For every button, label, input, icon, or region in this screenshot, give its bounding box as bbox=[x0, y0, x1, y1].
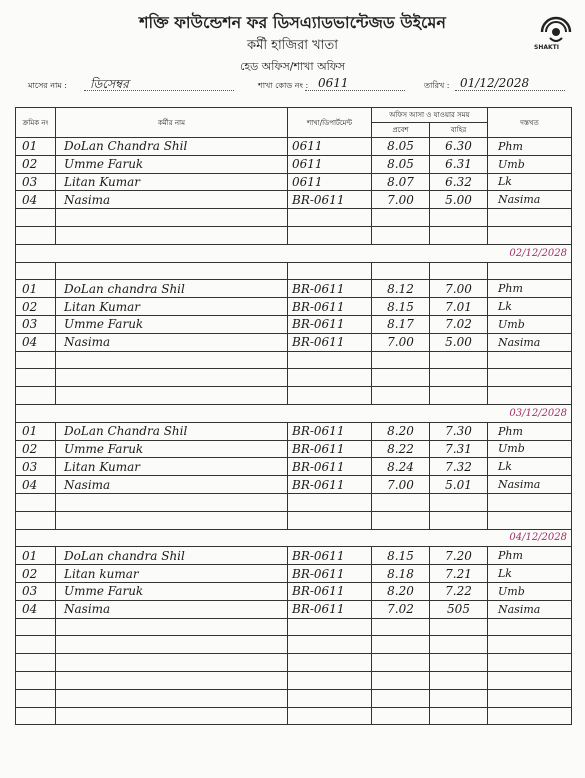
signature-cell: Nasima bbox=[488, 600, 572, 618]
out-time-cell: 505 bbox=[430, 600, 488, 618]
in-time-cell: 8.24 bbox=[372, 458, 430, 476]
branch-cell: BR-0611 bbox=[288, 582, 372, 600]
serial-cell: 02 bbox=[16, 440, 56, 458]
table-row bbox=[16, 280, 572, 298]
table-row bbox=[16, 351, 572, 369]
date-dotted-line bbox=[455, 90, 565, 91]
signature-cell bbox=[488, 351, 572, 369]
in-time-cell: 8.22 bbox=[372, 440, 430, 458]
name-cell: Umme Faruk bbox=[56, 440, 288, 458]
signature-cell bbox=[488, 369, 572, 387]
name-cell bbox=[56, 387, 288, 405]
table-row bbox=[16, 369, 572, 387]
in-time-cell: 8.17 bbox=[372, 315, 430, 333]
in-time-cell bbox=[372, 707, 430, 725]
in-time-cell: 8.15 bbox=[372, 298, 430, 316]
name-cell bbox=[56, 369, 288, 387]
out-time-cell bbox=[430, 654, 488, 672]
table-row bbox=[16, 476, 572, 494]
serial-cell: 01 bbox=[16, 422, 56, 440]
branch-cell bbox=[288, 262, 372, 280]
table-row bbox=[16, 191, 572, 209]
attendance-table bbox=[15, 107, 572, 725]
serial-cell: 02 bbox=[16, 298, 56, 316]
name-cell: Litan Kumar bbox=[56, 458, 288, 476]
branch-cell bbox=[288, 636, 372, 654]
table-row bbox=[16, 565, 572, 583]
name-cell bbox=[56, 351, 288, 369]
table-row bbox=[16, 138, 572, 156]
table-row bbox=[16, 155, 572, 173]
out-time-cell: 6.32 bbox=[430, 173, 488, 191]
out-time-cell bbox=[430, 493, 488, 511]
name-cell: Nasima bbox=[56, 333, 288, 351]
name-cell bbox=[56, 707, 288, 725]
table-row bbox=[16, 493, 572, 511]
table-row bbox=[16, 654, 572, 672]
branch-code-dotted-line bbox=[305, 90, 405, 91]
signature-cell: Lk bbox=[488, 565, 572, 583]
in-time-cell: 7.00 bbox=[372, 476, 430, 494]
name-cell: Nasima bbox=[56, 600, 288, 618]
out-time-cell: 7.01 bbox=[430, 298, 488, 316]
signature-cell: Lk bbox=[488, 173, 572, 191]
table-row bbox=[16, 529, 572, 547]
out-time-cell: 6.30 bbox=[430, 138, 488, 156]
out-time-cell: 7.31 bbox=[430, 440, 488, 458]
branch-cell bbox=[288, 369, 372, 387]
serial-cell bbox=[16, 369, 56, 387]
branch-cell: BR-0611 bbox=[288, 440, 372, 458]
out-time-cell bbox=[430, 351, 488, 369]
date-marker: 03/12/2028 bbox=[16, 404, 572, 422]
branch-cell bbox=[288, 689, 372, 707]
in-time-cell bbox=[372, 636, 430, 654]
signature-cell bbox=[488, 511, 572, 529]
in-time-cell bbox=[372, 689, 430, 707]
branch-cell: BR-0611 bbox=[288, 565, 372, 583]
signature-cell bbox=[488, 226, 572, 244]
branch-cell: BR-0611 bbox=[288, 547, 372, 565]
branch-code-label: শাখা কোড নং : bbox=[258, 81, 309, 90]
table-row bbox=[16, 618, 572, 636]
month-value: ডিসেম্বর bbox=[90, 77, 129, 91]
signature-cell bbox=[488, 654, 572, 672]
col-time-group: অফিস আসা ও যাওয়ার সময় bbox=[372, 108, 488, 123]
col-branch: শাখা/ডিপার্টমেন্ট bbox=[288, 108, 372, 138]
name-cell bbox=[56, 689, 288, 707]
table-row bbox=[16, 262, 572, 280]
name-cell bbox=[56, 654, 288, 672]
in-time-cell bbox=[372, 654, 430, 672]
col-sl: ক্রমিক নং bbox=[16, 108, 56, 138]
serial-cell bbox=[16, 351, 56, 369]
out-time-cell: 5.00 bbox=[430, 333, 488, 351]
branch-cell bbox=[288, 226, 372, 244]
name-cell: Litan Kumar bbox=[56, 173, 288, 191]
out-time-cell bbox=[430, 387, 488, 405]
signature-cell: Umb bbox=[488, 440, 572, 458]
branch-cell bbox=[288, 387, 372, 405]
table-row bbox=[16, 244, 572, 262]
branch-cell bbox=[288, 493, 372, 511]
signature-cell bbox=[488, 689, 572, 707]
out-time-cell: 7.02 bbox=[430, 315, 488, 333]
signature-cell bbox=[488, 209, 572, 227]
in-time-cell: 8.05 bbox=[372, 138, 430, 156]
serial-cell: 04 bbox=[16, 333, 56, 351]
table-row bbox=[16, 458, 572, 476]
signature-cell: Phm bbox=[488, 547, 572, 565]
name-cell: Umme Faruk bbox=[56, 582, 288, 600]
col-out: বাহির bbox=[430, 123, 488, 138]
out-time-cell bbox=[430, 636, 488, 654]
in-time-cell bbox=[372, 511, 430, 529]
table-row bbox=[16, 422, 572, 440]
in-time-cell bbox=[372, 671, 430, 689]
name-cell bbox=[56, 671, 288, 689]
in-time-cell: 8.12 bbox=[372, 280, 430, 298]
name-cell bbox=[56, 511, 288, 529]
branch-cell: BR-0611 bbox=[288, 333, 372, 351]
date-marker: 04/12/2028 bbox=[16, 529, 572, 547]
serial-cell: 02 bbox=[16, 155, 56, 173]
out-time-cell: 7.00 bbox=[430, 280, 488, 298]
signature-cell bbox=[488, 387, 572, 405]
serial-cell: 04 bbox=[16, 600, 56, 618]
serial-cell bbox=[16, 511, 56, 529]
table-row bbox=[16, 547, 572, 565]
date-label: তারিখ : bbox=[424, 81, 450, 90]
out-time-cell: 5.01 bbox=[430, 476, 488, 494]
serial-cell bbox=[16, 618, 56, 636]
serial-cell: 03 bbox=[16, 173, 56, 191]
table-row bbox=[16, 440, 572, 458]
signature-cell bbox=[488, 493, 572, 511]
serial-cell bbox=[16, 689, 56, 707]
serial-cell bbox=[16, 226, 56, 244]
table-row bbox=[16, 511, 572, 529]
name-cell: DoLan chandra Shil bbox=[56, 547, 288, 565]
signature-cell: Phm bbox=[488, 138, 572, 156]
table-row bbox=[16, 315, 572, 333]
table-row bbox=[16, 671, 572, 689]
serial-cell: 01 bbox=[16, 280, 56, 298]
signature-cell bbox=[488, 671, 572, 689]
serial-cell bbox=[16, 707, 56, 725]
name-cell bbox=[56, 618, 288, 636]
table-row bbox=[16, 600, 572, 618]
signature-cell: Phm bbox=[488, 422, 572, 440]
office-type: হেড অফিস/শাখা অফিস bbox=[239, 60, 346, 73]
in-time-cell: 8.20 bbox=[372, 422, 430, 440]
branch-cell: 0611 bbox=[288, 155, 372, 173]
branch-cell: BR-0611 bbox=[288, 458, 372, 476]
page-title: শক্তি ফাউন্ডেশন ফর ডিসএ্যাডভান্টেজড উইমেন bbox=[139, 13, 446, 32]
out-time-cell: 7.30 bbox=[430, 422, 488, 440]
signature-cell: Umb bbox=[488, 155, 572, 173]
out-time-cell: 7.21 bbox=[430, 565, 488, 583]
serial-cell bbox=[16, 387, 56, 405]
in-time-cell bbox=[372, 351, 430, 369]
out-time-cell: 7.32 bbox=[430, 458, 488, 476]
serial-cell: 03 bbox=[16, 458, 56, 476]
col-name: কর্মীর নাম bbox=[56, 108, 288, 138]
branch-code-value: 0611 bbox=[318, 76, 349, 90]
in-time-cell bbox=[372, 493, 430, 511]
serial-cell bbox=[16, 636, 56, 654]
table-row bbox=[16, 404, 572, 422]
serial-cell: 03 bbox=[16, 582, 56, 600]
serial-cell bbox=[16, 654, 56, 672]
signature-cell bbox=[488, 262, 572, 280]
name-cell bbox=[56, 226, 288, 244]
in-time-cell: 7.00 bbox=[372, 333, 430, 351]
branch-cell: BR-0611 bbox=[288, 298, 372, 316]
branch-cell: BR-0611 bbox=[288, 280, 372, 298]
in-time-cell bbox=[372, 226, 430, 244]
branch-cell: BR-0611 bbox=[288, 191, 372, 209]
signature-cell: Nasima bbox=[488, 191, 572, 209]
name-cell bbox=[56, 262, 288, 280]
name-cell: Umme Faruk bbox=[56, 315, 288, 333]
serial-cell: 02 bbox=[16, 565, 56, 583]
branch-cell: BR-0611 bbox=[288, 476, 372, 494]
in-time-cell: 7.00 bbox=[372, 191, 430, 209]
signature-cell bbox=[488, 707, 572, 725]
in-time-cell bbox=[372, 209, 430, 227]
name-cell: DoLan Chandra Shil bbox=[56, 138, 288, 156]
branch-cell bbox=[288, 654, 372, 672]
in-time-cell: 8.20 bbox=[372, 582, 430, 600]
in-time-cell bbox=[372, 262, 430, 280]
branch-cell bbox=[288, 511, 372, 529]
out-time-cell bbox=[430, 209, 488, 227]
table-row bbox=[16, 298, 572, 316]
out-time-cell: 5.00 bbox=[430, 191, 488, 209]
serial-cell bbox=[16, 209, 56, 227]
branch-cell: BR-0611 bbox=[288, 422, 372, 440]
out-time-cell: 6.31 bbox=[430, 155, 488, 173]
branch-cell: 0611 bbox=[288, 173, 372, 191]
name-cell: Nasima bbox=[56, 191, 288, 209]
table-row bbox=[16, 333, 572, 351]
serial-cell: 04 bbox=[16, 476, 56, 494]
in-time-cell: 7.02 bbox=[372, 600, 430, 618]
table-row bbox=[16, 387, 572, 405]
name-cell: Litan kumar bbox=[56, 565, 288, 583]
table-row bbox=[16, 582, 572, 600]
in-time-cell bbox=[372, 387, 430, 405]
table-row bbox=[16, 636, 572, 654]
in-time-cell bbox=[372, 618, 430, 636]
in-time-cell: 8.18 bbox=[372, 565, 430, 583]
branch-cell bbox=[288, 671, 372, 689]
out-time-cell bbox=[430, 618, 488, 636]
out-time-cell bbox=[430, 226, 488, 244]
out-time-cell bbox=[430, 689, 488, 707]
serial-cell bbox=[16, 262, 56, 280]
name-cell bbox=[56, 209, 288, 227]
in-time-cell: 8.05 bbox=[372, 155, 430, 173]
signature-cell: Lk bbox=[488, 298, 572, 316]
out-time-cell bbox=[430, 707, 488, 725]
signature-cell: Phm bbox=[488, 280, 572, 298]
signature-cell bbox=[488, 618, 572, 636]
out-time-cell: 7.20 bbox=[430, 547, 488, 565]
serial-cell: 04 bbox=[16, 191, 56, 209]
branch-cell bbox=[288, 209, 372, 227]
out-time-cell bbox=[430, 511, 488, 529]
branch-cell: BR-0611 bbox=[288, 600, 372, 618]
name-cell bbox=[56, 493, 288, 511]
table-row bbox=[16, 707, 572, 725]
table-row bbox=[16, 173, 572, 191]
in-time-cell bbox=[372, 369, 430, 387]
table-row bbox=[16, 209, 572, 227]
in-time-cell: 8.07 bbox=[372, 173, 430, 191]
signature-cell: Lk bbox=[488, 458, 572, 476]
col-in: প্রবেশ bbox=[372, 123, 430, 138]
name-cell bbox=[56, 636, 288, 654]
signature-cell bbox=[488, 636, 572, 654]
out-time-cell bbox=[430, 262, 488, 280]
date-value: 01/12/2028 bbox=[460, 76, 530, 90]
in-time-cell: 8.15 bbox=[372, 547, 430, 565]
name-cell: Litan Kumar bbox=[56, 298, 288, 316]
out-time-cell: 7.22 bbox=[430, 582, 488, 600]
name-cell: DoLan Chandra Shil bbox=[56, 422, 288, 440]
branch-cell bbox=[288, 351, 372, 369]
month-label: মাসের নাম : bbox=[28, 81, 67, 90]
name-cell: Nasima bbox=[56, 476, 288, 494]
signature-cell: Umb bbox=[488, 582, 572, 600]
date-marker: 02/12/2028 bbox=[16, 244, 572, 262]
name-cell: Umme Faruk bbox=[56, 155, 288, 173]
branch-cell: BR-0611 bbox=[288, 315, 372, 333]
branch-cell bbox=[288, 618, 372, 636]
branch-cell: 0611 bbox=[288, 138, 372, 156]
table-row bbox=[16, 689, 572, 707]
out-time-cell bbox=[430, 671, 488, 689]
serial-cell: 03 bbox=[16, 315, 56, 333]
serial-cell: 01 bbox=[16, 547, 56, 565]
logo-text: SHAKTI bbox=[534, 44, 559, 51]
branch-cell bbox=[288, 707, 372, 725]
page-subtitle: কর্মী হাজিরা খাতা bbox=[247, 38, 338, 53]
out-time-cell bbox=[430, 369, 488, 387]
serial-cell bbox=[16, 671, 56, 689]
serial-cell: 01 bbox=[16, 138, 56, 156]
col-signature: দস্তখত bbox=[488, 108, 572, 138]
name-cell: DoLan chandra Shil bbox=[56, 280, 288, 298]
table-row bbox=[16, 226, 572, 244]
signature-cell: Nasima bbox=[488, 333, 572, 351]
signature-cell: Umb bbox=[488, 315, 572, 333]
serial-cell bbox=[16, 493, 56, 511]
signature-cell: Nasima bbox=[488, 476, 572, 494]
month-dotted-line bbox=[84, 90, 234, 91]
